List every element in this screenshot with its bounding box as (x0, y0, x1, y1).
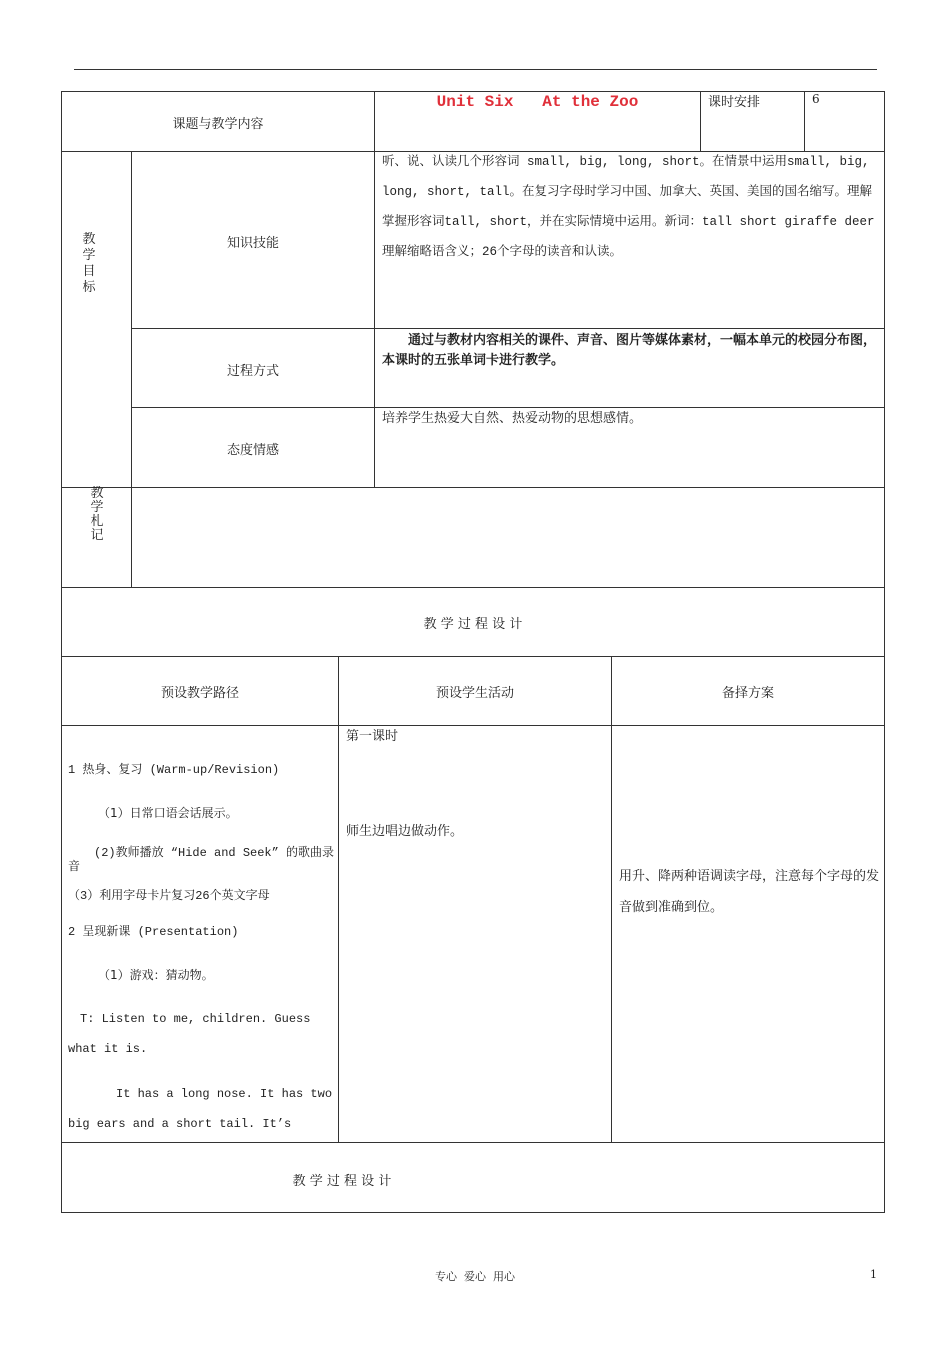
path-line-3: (2)教师播放 “Hide and Seek” 的歌曲录音 (68, 846, 335, 874)
path-line-8: what it is. (68, 1042, 148, 1056)
knowledge-label: 知识技能 (226, 236, 279, 251)
attitude-label: 态度情感 (226, 443, 279, 458)
path-line-2: （1）日常口语会话展示。 (98, 806, 238, 820)
path-line-1: 1 热身、复习 (Warm-up/Revision) (68, 763, 280, 777)
col3-header: 备择方案 (721, 686, 774, 701)
lesson-title: Unit Six At the Zoo (436, 93, 639, 111)
col2-header: 预设学生活动 (435, 686, 514, 701)
path-line-6: （1）游戏：猜动物。 (98, 968, 214, 982)
footer-motto: 专心 爱心 用心 (435, 1270, 515, 1283)
path-line-7: T: Listen to me, children. Guess (80, 1012, 311, 1026)
col1-header: 预设教学路径 (160, 686, 239, 701)
process-design-title-bottom: 教 学 过 程 设 计 (292, 1174, 392, 1189)
path-line-4: （3）利用字母卡片复习26个英文字母 (68, 889, 270, 903)
path-line-5: 2 呈现新课 (Presentation) (68, 925, 239, 939)
process-design-title: 教 学 过 程 设 计 (423, 617, 523, 632)
header-rule (74, 69, 877, 70)
page-number: 1 (870, 1268, 877, 1281)
alternative-plan: 用升、降两种语调读字母，注意每个字母的发音做到准确到位。 (619, 869, 880, 915)
activity-text: 师生边唱边做动作。 (346, 824, 464, 839)
schedule-label: 课时安排 (708, 95, 761, 110)
attitude-text: 培养学生热爱大自然、热爱动物的思想感情。 (382, 411, 643, 426)
notes-label: 教 学 札 记 (90, 486, 104, 543)
knowledge-text: 听、说、认读几个形容词 small, big, long, short。在情景中运用small, big, long, short, tall。在复习字母时学习中国、加拿大、英国、美国的国名缩写。理解掌握形容词tall, short，并在实际情境中运用。新词：tall short giraffe deer理解缩略语含义；26个字母的读音和认读。 (382, 155, 875, 259)
path-line-10: big ears and a short tail. It’s (68, 1117, 292, 1131)
schedule-value: 6 (812, 92, 820, 106)
activity-period: 第一课时 (346, 729, 399, 744)
objectives-label: 教 学 目 标 (82, 232, 96, 295)
path-line-9: It has a long nose. It has two (116, 1087, 333, 1101)
topic-label: 课题与教学内容 (172, 117, 264, 132)
process-label: 过程方式 (226, 364, 279, 379)
process-text: 通过与教材内容相关的课件、声音、图片等媒体素材，一幅本单元的校园分布图，本课时的五张单词卡进行教学。 (382, 333, 877, 368)
